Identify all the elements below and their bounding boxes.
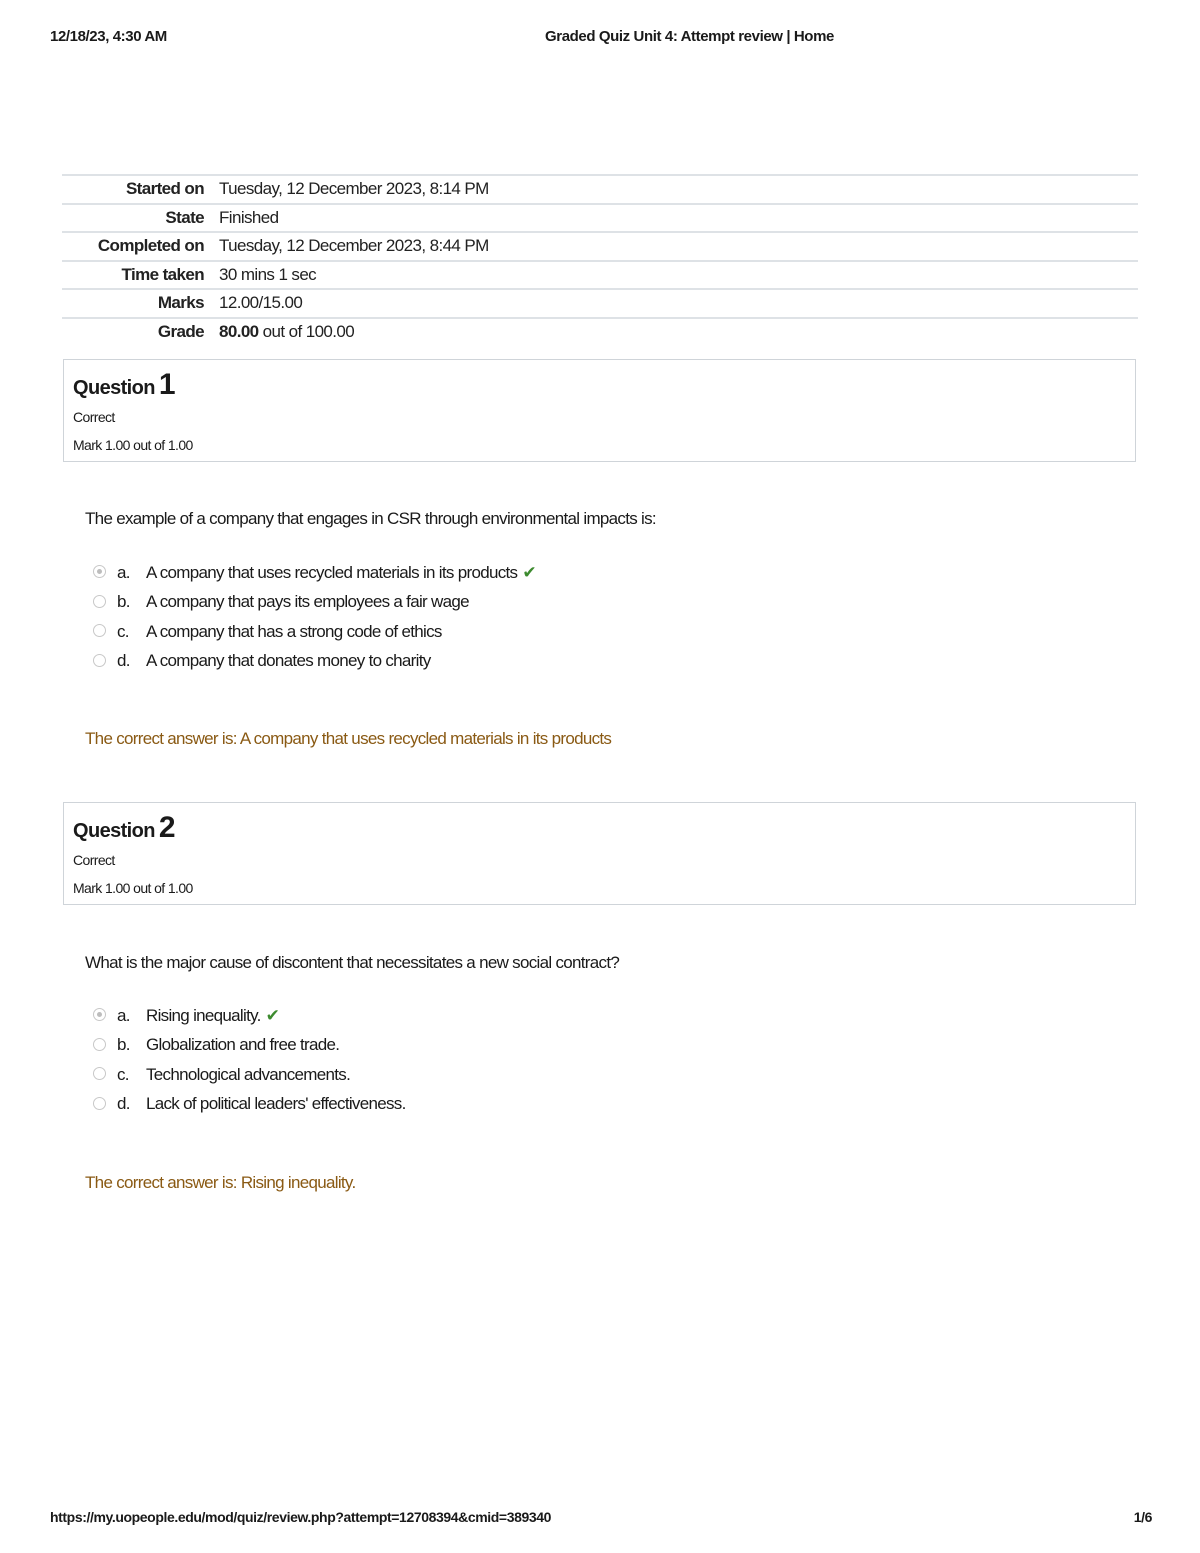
answer-option[interactable]: [93, 647, 536, 677]
summary-label: Started on: [125, 179, 204, 199]
summary-label: Time taken: [121, 264, 204, 284]
answer-options: [93, 558, 536, 676]
question-state: Correct: [73, 852, 115, 868]
answer-option[interactable]: [93, 558, 536, 588]
summary-value: Tuesday, 12 December 2023, 8:44 PM: [219, 236, 489, 256]
answer-option[interactable]: [93, 1031, 406, 1061]
print-datetime: 12/18/23, 4:30 AM: [50, 28, 167, 45]
option-text: Globalization and free trade.: [146, 1035, 340, 1055]
option-letter: b.: [117, 592, 130, 612]
radio-selected-icon[interactable]: [93, 1008, 106, 1021]
summary-value: [219, 322, 354, 342]
question-heading: Question: [73, 820, 155, 842]
question-info-box: [63, 359, 1136, 462]
print-header: [0, 28, 1200, 50]
print-page-number: 1/6: [1133, 1509, 1152, 1525]
option-letter: d.: [117, 651, 130, 671]
option-letter: a.: [117, 1005, 130, 1025]
print-footer: [0, 1509, 1200, 1531]
question-heading: Question: [73, 377, 155, 399]
radio-icon[interactable]: [93, 1067, 106, 1080]
right-answer-feedback: The correct answer is: Rising inequality.: [85, 1173, 356, 1192]
question-info-box: [63, 802, 1136, 905]
grade-score: 80.00: [219, 321, 259, 341]
answer-option[interactable]: [93, 1001, 406, 1031]
radio-icon[interactable]: [93, 624, 106, 637]
radio-icon[interactable]: [93, 1038, 106, 1051]
question-state: Correct: [73, 409, 115, 425]
question-number: [73, 368, 175, 402]
summary-row-grade: [62, 319, 1138, 346]
option-text: Lack of political leaders' effectiveness.: [146, 1094, 406, 1114]
grade-out-of: out of 100.00: [258, 321, 355, 341]
summary-value: 12.00/15.00: [219, 293, 303, 313]
summary-label: Completed on: [97, 236, 204, 256]
correct-check-icon: ✔: [265, 1005, 280, 1025]
answer-options: [93, 1001, 406, 1119]
summary-row-started: [62, 176, 1138, 205]
question-number-value: 1: [158, 368, 175, 401]
question-number: [73, 811, 175, 845]
summary-label: Grade: [157, 321, 204, 341]
option-letter: a.: [117, 562, 130, 582]
summary-row-time-taken: [62, 262, 1138, 291]
summary-row-marks: [62, 290, 1138, 319]
question-text: The example of a company that engages in CSR through environmental impacts is:: [85, 509, 656, 528]
question-text: What is the major cause of discontent that necessitates a new social contract?: [85, 953, 620, 972]
radio-icon[interactable]: [93, 1097, 106, 1110]
question-number-value: 2: [158, 811, 175, 844]
summary-label: Marks: [157, 293, 204, 313]
question-grade: Mark 1.00 out of 1.00: [73, 437, 193, 453]
option-letter: b.: [117, 1035, 130, 1055]
summary-row-completed: [62, 233, 1138, 262]
attempt-summary-table: [62, 174, 1138, 345]
print-url: https://my.uopeople.edu/mod/quiz/review.php?attempt=12708394&cmid=389340: [50, 1509, 552, 1525]
summary-label: State: [165, 207, 204, 227]
correct-check-icon: ✔: [522, 562, 536, 582]
option-text: A company that pays its employees a fair wage: [146, 592, 469, 612]
answer-option[interactable]: [93, 617, 536, 647]
summary-value: Finished: [219, 207, 279, 227]
option-text: Technological advancements.: [146, 1064, 351, 1084]
summary-value: Tuesday, 12 December 2023, 8:14 PM: [219, 179, 489, 199]
radio-selected-icon[interactable]: [93, 565, 106, 578]
summary-value: 30 mins 1 sec: [219, 264, 317, 284]
radio-icon[interactable]: [93, 654, 106, 667]
radio-icon[interactable]: [93, 595, 106, 608]
option-letter: d.: [117, 1094, 130, 1114]
answer-option[interactable]: [93, 1060, 406, 1090]
option-text: A company that has a strong code of ethics: [146, 621, 442, 641]
question-grade: Mark 1.00 out of 1.00: [73, 880, 193, 896]
answer-option[interactable]: [93, 1090, 406, 1120]
answer-option[interactable]: [93, 588, 536, 618]
right-answer-feedback: The correct answer is: A company that uses recycled materials in its products: [85, 729, 612, 748]
option-letter: c.: [117, 621, 129, 641]
option-letter: c.: [117, 1064, 129, 1084]
summary-row-state: [62, 205, 1138, 234]
print-page-title: Graded Quiz Unit 4: Attempt review | Home: [545, 28, 834, 45]
option-text: Rising inequality.: [146, 1005, 261, 1025]
option-text: A company that donates money to charity: [146, 651, 431, 671]
option-text: A company that uses recycled materials in its products: [146, 562, 518, 582]
